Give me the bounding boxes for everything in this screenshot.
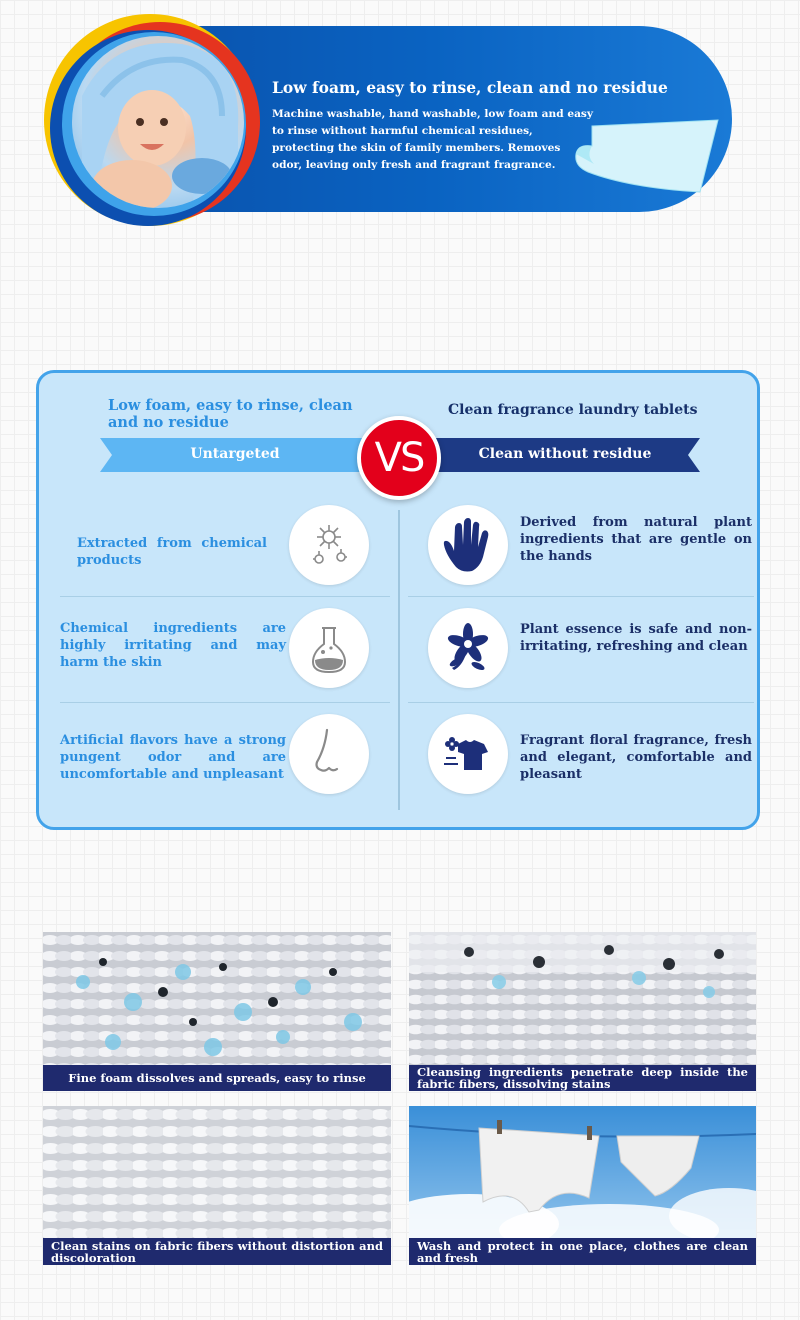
row-divider [60,702,390,703]
right-row-text: Plant essence is safe and non-irritating, refreshing and clean [520,622,752,654]
tshirt-flower-icon [428,714,508,794]
right-ribbon-label: Clean without residue [478,446,652,462]
column-divider [398,510,400,810]
right-column-heading: Clean fragrance laundry tablets [448,402,698,418]
clean-fabric-image [43,1106,391,1238]
feature-caption-text: Fine foam dissolves and spreads, easy to rinse [68,1071,366,1085]
feature-caption-text: Cleansing ingredients penetrate deep inside the fabric fibers, dissolving stains [417,1065,748,1091]
feature-caption-text: Wash and protect in one place, clothes are clean and fresh [417,1238,748,1265]
row-divider [408,702,754,703]
penetrate-fabric-image [409,932,756,1065]
baby-photo [72,36,244,208]
left-column-heading: Low foam, easy to rinse, clean and no residue [108,397,353,431]
row-divider [408,596,754,597]
feature-caption [409,1065,756,1091]
banner-title: Low foam, easy to rinse, clean and no residue [272,78,668,97]
right-row-text: Fragrant floral fragrance, fresh and elegant, comfortable and pleasant [520,733,752,782]
left-row-text: Chemical ingredients are highly irritating and may harm the skin [60,621,286,670]
row-divider [60,596,390,597]
left-row-text: Extracted from chemical products [77,536,267,568]
left-ribbon-label: Untargeted [190,446,280,462]
clothesline-image [409,1106,756,1238]
feature-caption [43,1238,391,1265]
right-row-text: Derived from natural plant ingredients that are gentle on the hands [520,515,752,564]
hand-icon [428,505,508,585]
flask-icon [289,608,369,688]
chemical-molecule-icon [289,505,369,585]
feature-caption-text: Clean stains on fabric fibers without distortion and discoloration [51,1238,383,1265]
nose-icon [289,714,369,794]
foam-fabric-image [43,932,391,1065]
vs-badge: VS [357,416,441,500]
cloth-sheet-illustration [570,116,720,196]
feature-caption [43,1065,391,1091]
left-row-text: Artificial flavors have a strong pungent odor and are uncomfortable and unpleasant [60,733,286,782]
banner-description: Machine washable, hand washable, low foam and easy to rinse without harmful chemical residues, protecting the skin of family members. Removes odor, leaving only fresh and fragrant fragrance. [272,108,594,171]
feature-caption [409,1238,756,1265]
flower-icon [428,608,508,688]
